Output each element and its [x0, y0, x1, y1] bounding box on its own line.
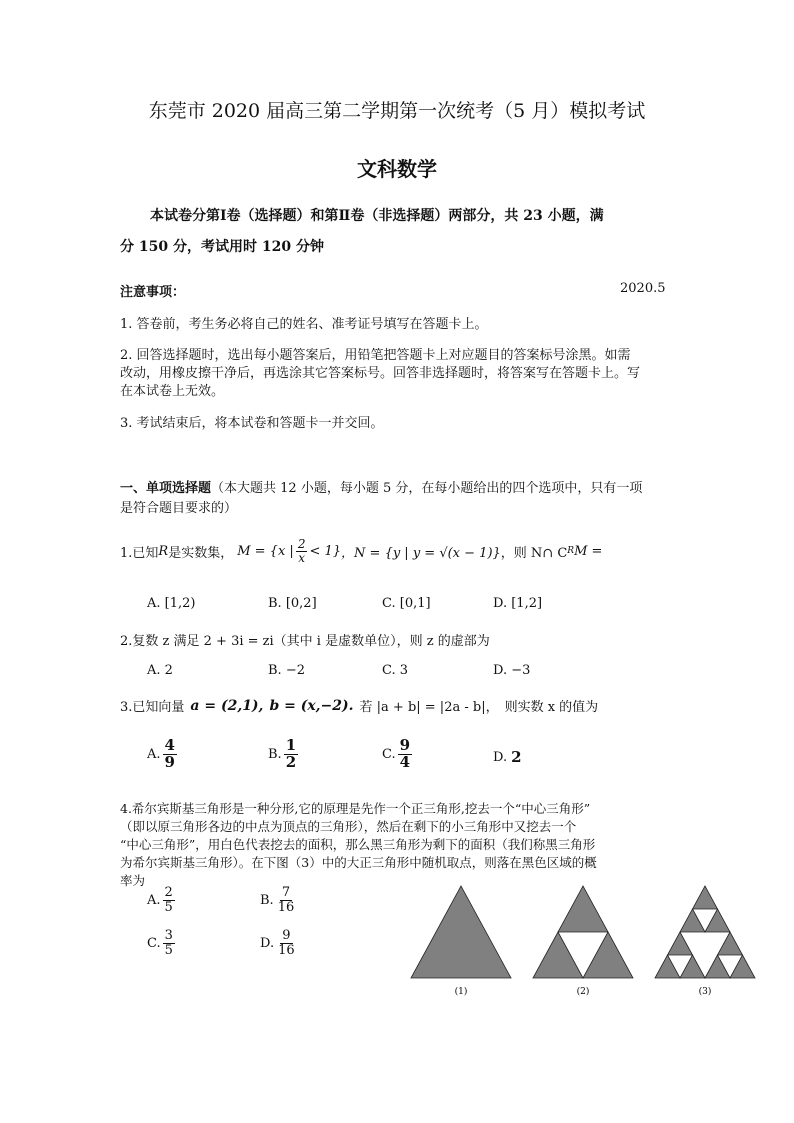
intro-line-1: 本试卷分第Ⅰ卷（选择题）和第Ⅱ卷（非选择题）两部分，共 23 小题，满	[150, 208, 604, 224]
q4-option-d	[260, 929, 299, 957]
q4-option-b-den: 16	[277, 899, 295, 915]
q4-option-d-den: 16	[278, 942, 295, 958]
q3-option-b-fraction	[284, 738, 298, 771]
q3-option-a-label: A.	[147, 746, 161, 762]
q1-m-right: < 1}	[309, 543, 342, 559]
question-1-stem	[120, 538, 602, 564]
figure-label-2: (2)	[576, 987, 590, 997]
figure-label-1: (1)	[454, 987, 468, 997]
sierpinski-figure-1	[411, 886, 511, 978]
q3-option-d-value: 2	[511, 748, 522, 766]
q4-option-c-den: 5	[164, 942, 173, 958]
question-2-stem: 2.复数 z 满足 2 + 3i = zi（其中 i 是虚数单位），则 z 的虚部为	[120, 634, 490, 649]
q4-option-a	[147, 886, 177, 914]
q1-text: 是实数集，	[168, 545, 234, 561]
q3-option-a-fraction	[163, 738, 177, 771]
q3-condition: 若 |a + b| = |2a - b|，	[359, 700, 499, 715]
q4-option-d-fraction	[276, 929, 297, 957]
section1-desc-line-1: （本大题共 12 小题，每小题 5 分，在每小题给出的四个选项中，只有一项	[211, 481, 643, 496]
q2-option-b: B. −2	[268, 663, 305, 678]
q3-option-d	[493, 748, 522, 766]
q1-tail: ，则 N∩ C	[500, 545, 568, 561]
q4-option-a-fraction	[163, 886, 175, 914]
q1-m-fraction	[296, 538, 308, 564]
q4-option-c	[147, 929, 177, 957]
q4-option-b-num: 7	[281, 885, 291, 900]
section1-desc-line-2: 是符合题目要求的）	[120, 501, 238, 516]
q2-option-c: C. 3	[382, 663, 409, 678]
q4-line-2: （即以原三角形各边的中点为顶点的三角形），然后在剩下的小三角形中又挖去一个	[120, 819, 577, 834]
q1-option-c: C. [0,1]	[382, 596, 431, 611]
q3-vector-b: b = (x,−2).	[269, 697, 354, 714]
q4-option-c-label: C.	[147, 935, 161, 951]
q2-option-d: D. −3	[493, 663, 531, 678]
q3-option-a-num: 4	[164, 736, 175, 754]
sierpinski-outer-triangle	[411, 886, 511, 978]
sierpinski-figure-3	[655, 886, 755, 978]
q4-option-d-label: D.	[260, 935, 275, 951]
section1-heading-line	[120, 477, 642, 496]
sierpinski-figure-2	[533, 886, 633, 978]
figure-label-3: (3)	[698, 987, 712, 997]
note-item-2-line-2: 改动，用橡皮擦干净后，再选涂其它答案标号。回答非选择题时，将答案写在答题卡上。写	[120, 366, 641, 381]
q3-option-b	[268, 738, 300, 771]
q1-m-left: M = {x |	[237, 543, 294, 559]
q1-tail-sub: R	[567, 546, 575, 557]
q1-option-a: A. [1,2)	[147, 596, 196, 611]
q3-option-c-label: C.	[382, 746, 396, 762]
exam-title: 东莞市 2020 届高三第二学期第一次统考（5 月）模拟考试	[148, 100, 646, 122]
q3-option-c-den: 4	[399, 752, 411, 771]
q3-option-c-fraction	[398, 738, 412, 771]
q4-line-1: 4.希尔宾斯基三角形是一种分形,它的原理是先作一个正三角形,挖去一个“中心三角形”	[120, 801, 591, 816]
note-item-2-line-1: 2. 回答选择题时，选出每小题答案后，用铅笔把答题卡上对应题目的答案标号涂黑。如需	[120, 348, 631, 363]
q1-n-set: ，N = {y | y = √(x − 1)}	[341, 545, 501, 561]
q3-tail: 则实数 x 的值为	[504, 700, 599, 715]
q3-option-c-num: 9	[399, 736, 411, 754]
q4-option-c-num: 3	[164, 928, 173, 943]
q1-tail-end: M =	[574, 543, 603, 559]
note-item-1: 1. 答卷前，考生务必将自己的姓名、准考证号填写在答题卡上。	[120, 317, 488, 332]
q3-option-d-label: D.	[493, 749, 508, 765]
exam-date: 2020.5	[620, 281, 666, 296]
q3-option-a	[147, 738, 179, 771]
q4-line-3: “中心三角形”，用白色代表挖去的面积，那么黑三角形为剩下的面积（我们称黑三角形	[120, 837, 596, 852]
q1-r: R	[158, 543, 169, 559]
exam-subject: 文科数学	[357, 157, 437, 181]
q1-option-b: B. [0,2]	[268, 596, 317, 611]
q4-line-5: 率为	[120, 873, 146, 888]
q1-option-d: D. [1,2]	[493, 596, 543, 611]
q3-prefix: 3.已知向量	[120, 700, 185, 715]
q4-option-a-label: A.	[147, 892, 161, 908]
q4-line-4: 为希尔宾斯基三角形）。在下图（3）中的大正三角形中随机取点，则落在黑色区域的概	[120, 855, 597, 870]
q4-option-b	[260, 886, 298, 914]
question-3-stem	[120, 696, 598, 715]
q4-option-a-num: 2	[164, 885, 173, 900]
q4-option-c-fraction	[163, 929, 175, 957]
q4-option-b-fraction	[276, 886, 297, 914]
q1-m-num: 2	[297, 537, 306, 551]
q1-m-den: x	[298, 550, 306, 565]
q3-option-b-den: 2	[285, 752, 297, 771]
note-item-2-line-3: 在本试卷上无效。	[120, 384, 225, 399]
q3-option-a-den: 9	[164, 752, 175, 771]
q3-option-b-num: 1	[285, 736, 297, 754]
q4-option-a-den: 5	[164, 899, 173, 915]
q2-option-a: A. 2	[147, 663, 173, 678]
note-item-3: 3. 考试结束后，将本试卷和答题卡一并交回。	[120, 416, 384, 431]
q4-option-d-num: 9	[282, 928, 291, 943]
notes-heading: 注意事项：	[120, 285, 186, 300]
section1-heading: 一、单项选择题	[120, 481, 212, 496]
q3-vector-a: a = (2,1),	[190, 697, 264, 714]
intro-line-2: 分 150 分，考试用时 120 分钟	[120, 239, 324, 255]
q3-option-b-label: B.	[268, 746, 282, 762]
q1-prefix: 1.已知	[120, 545, 159, 561]
q4-option-b-label: B.	[260, 892, 274, 908]
q3-option-c	[382, 738, 414, 771]
sierpinski-figures	[405, 880, 765, 1000]
